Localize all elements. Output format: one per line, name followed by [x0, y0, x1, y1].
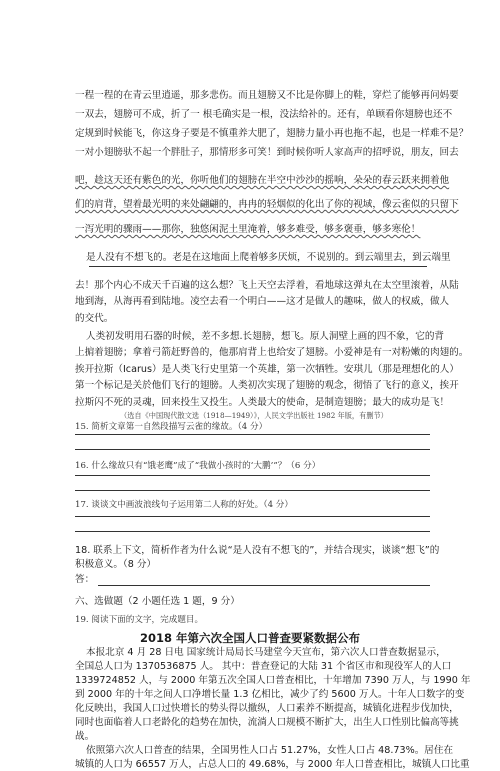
answer-line — [75, 531, 430, 532]
question-18: 18. 联系上下文，简析作者为什么说“是人没有不想飞的”，并结合现实，谈谈“想飞”的 — [75, 545, 440, 556]
passage-line: 的交代。 — [75, 313, 114, 324]
passage-line: 人类初发明用石器的时候，差不多想.长翅膀，想飞。原人洞壁上画的四不象，它的背 — [86, 331, 445, 342]
answer-label: 答： — [75, 574, 95, 585]
passage-line: 一程一程的在青云里逍遥，那多悲伤。而且翅膀又不比是你脚上的鞋，穿烂了能够再问妈要 — [75, 90, 459, 101]
passage-line: 拉斯闪不死的灵魂，回来投生又投生。人类最大的使命，是制造翅膀；最大的成功是飞！ — [75, 397, 450, 408]
source-citation: （选自《中国现代散文选（1918—1949）》，人民文学出版社 1982 年版，有删节） — [120, 411, 388, 420]
question-17: 17. 谈谈文中画波浪线句子运用第二人称的好处。（4 分） — [75, 500, 293, 510]
question-19: 19. 阅读下面的文字，完成题目。 — [75, 615, 204, 625]
passage-line: 一对小翅膀驮不起一个胖肚子，那情形多可笑！到时候你听人家高声的招呼说，朋友，回去 — [75, 147, 459, 158]
question-18-cont: 积极意义。（8 分） — [75, 559, 157, 570]
answer-line — [75, 490, 430, 491]
underline-rule — [89, 266, 427, 267]
article-line: 同时也面临着人口老龄化的趋势在加快，流淌人口规模不断扩大，出生人口性别比偏高等挑 — [75, 717, 459, 728]
passage-line-wavy: 吧，趁这天还有紫色的光，你听他们的翅膀在半空中沙沙的摇响，朵朵的春云跃来拥着他 — [75, 175, 450, 186]
article-line: 化反映出，我国人口过快增长的势头得以撤纵，人口素养不断提高，城镇化进程步伐加快， — [75, 703, 459, 714]
answer-line — [75, 475, 430, 476]
article-line: 依照第六次人口普查的结果，全国男性人口占 51.27%，女性人口占 48.73%。居住在 — [86, 745, 454, 756]
passage-line: 一双去，翅膀可不成，折了一 根毛确实是一根，没法给补的。还有，单顾看你翅膀也还不 — [75, 109, 453, 120]
passage-line-wavy: 们的肩背，望着最光明的来处翩翩的，冉冉的轻烟似的化出了你的视域，像云雀似的只留下 — [75, 199, 459, 210]
answer-line — [75, 449, 430, 450]
article-line: 1339724852 人，与 2000 年第五次全国人口普查相比，十年增加 7390 万人，与 1990 年 — [75, 675, 471, 686]
article-line: 战。 — [75, 731, 95, 742]
answer-line — [98, 585, 430, 586]
passage-line-wavy: 一泻光明的骤雨——那你，独悠闲泥土里淹着，够多难受，够多褒垂，够多寒伦！ — [75, 224, 421, 235]
article-line: 全国总人口为 1370536875 人。 其中：普查登记的大陆 31 个省区市和现役军人的人口 — [75, 661, 452, 672]
article-line: 到 2000 年的十年之间人口净增长量 1.3 亿相比，减少了约 5600 万人。十年人口数字的变 — [75, 689, 465, 700]
passage-line: 去！那个内心不成天千百遍的这么想？飞上天空去浮着，看地球这弹丸在太空里滚着，从陆 — [75, 280, 459, 291]
passage-line: 第一个标记是关於他们飞行的翅膀。人类初次实现了翅膀的观念，彻悟了飞行的意义，挨开 — [75, 380, 459, 391]
article-line: 城镇的人口为 66557 万人，占总人口的 49.68%，与 2000 年人口普查相比，城镇人口比重 — [75, 759, 470, 770]
question-16: 16. 什么缘故只有“饿老鹰”成了“我做小孩时的‘大鹏’”？（6 分） — [75, 461, 321, 471]
answer-line — [75, 516, 430, 517]
passage-line: 地到海，从海再看到陆地。凌空去看一个明白——这才是做人的趣味，做人的权威，做人 — [75, 296, 450, 307]
passage-line: 上掮着翅膀；拿着弓箭赶野兽的，他那肩背上也给安了翅膀。小爱神是有一对粉嫩的肉翅的。 — [75, 347, 469, 358]
answer-line — [75, 434, 430, 435]
passage-line: 定规到时候能飞，你这身子要是不慎重养大肥了，翅膀力量小再也拖不起，也是一样难不是？ — [75, 128, 469, 139]
article-title: 2018 年第六次全国人口普查要紧数据公布 — [139, 631, 360, 645]
question-15: 15. 简析文章第一自然段描写云雀的缘故。（4 分） — [75, 422, 268, 432]
passage-line: 挨开拉斯（Icarus）是人类飞行史里第一个英雄，第一次牺牲。安琪儿（那是理想化的人） — [75, 364, 459, 375]
passage-line: 是人没有不想飞的。老是在这地面上爬着够多厌烦，不说别的。到云端里去，到云端里 — [86, 252, 451, 263]
article-line: 本报北京 4 月 28 日电 国家统计局局长马建堂今天宣布，第六次人口普查数据显示， — [86, 647, 446, 658]
section-heading: 六、选做题（2 小题任选 1 题，9 分） — [75, 596, 240, 607]
